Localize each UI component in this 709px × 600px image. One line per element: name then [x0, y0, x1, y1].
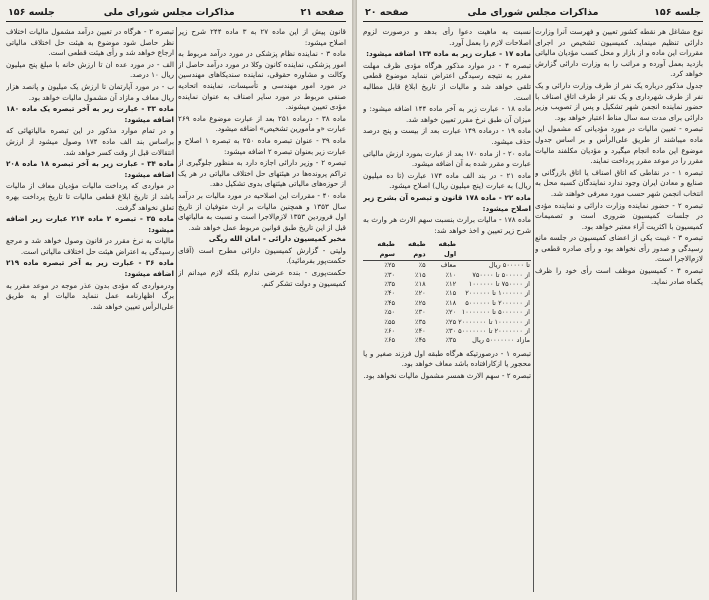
table-cell: ٪۱۵ — [445, 289, 457, 298]
table-row — [363, 318, 531, 327]
table-cell: ٪۱۰ — [445, 270, 457, 279]
table-cell: مازاد ۵۰۰۰۰۰۰۰ ریال — [472, 336, 530, 345]
article-heading: ماده ۳۵ - تبصره ۲ ماده ۲۱۴ عبارت زیر اضافه میشود: — [6, 214, 174, 234]
left-page — [0, 0, 352, 600]
table-cell: ٪۲۵ — [415, 298, 426, 307]
table-row — [363, 280, 531, 289]
table-header-cell: طبقه سوم — [363, 239, 396, 260]
table-cell: معاف — [440, 261, 457, 270]
article-heading: ماده ۳۶ - عبارت زیر به آخر تبصره ماده ۲۱۹ اضافه میشود: — [6, 258, 174, 279]
article-heading: ماده ۱۷ - عبارت زیر به ماده ۱۳۴ اضافه میشود: — [366, 49, 531, 59]
table-row — [363, 336, 531, 345]
table-cell: ٪۳۰ — [445, 326, 457, 335]
table-cell: از ۷۵۰۰۰۰ تا ۱۰۰۰۰۰۰ — [468, 279, 530, 288]
table-row — [363, 261, 531, 271]
paragraph: ولیتی - گزارش کمیسیون دارائی مطرح است (آقای حکمت‌پور بفرمائید). — [178, 245, 346, 266]
column-divider — [533, 27, 534, 592]
page-number: صفحه ۲۰ — [365, 7, 409, 18]
paragraph: ماده ۱۸ - عبارت زیر به آخر ماده ۱۴۴ اضافه میشود: و میزان آن طبق نرخ مقرر تعیین خواهد شد. — [363, 104, 531, 124]
table-cell: ٪۶۰ — [384, 326, 396, 335]
table-cell: ٪۳۵ — [384, 279, 396, 288]
table-row — [363, 327, 531, 336]
right-page — [357, 0, 709, 600]
table-cell: ٪۵ — [418, 261, 426, 270]
page-number: صفحه ۲۱ — [300, 7, 344, 18]
paragraph: تبصره ۴ - کمیسیون موظف است رأی خود را ظرف یکماه صادر نماید. — [535, 266, 703, 286]
paragraph: ماده ۲۰ - از ماده ۱۷۰ بعد از عبارت بمورد ارزش مالیاتی عبارت و مقرر شده به آن اضافه میشود. — [363, 148, 531, 169]
table-cell: ٪۳۰ — [415, 308, 426, 317]
paragraph: الف - در مورد عده ان تا ارزش خانه با مبلغ پنج میلیون ریال ۱۰ درصد. — [6, 59, 174, 80]
table-cell: ٪۲۵ — [384, 261, 396, 270]
page-header — [6, 4, 346, 22]
table-cell: ٪۳۵ — [415, 317, 426, 326]
paragraph: تبصره ۲ - سهم الارث همسر مشمول مالیات نخواهد بود. — [363, 370, 531, 380]
journal-title: مذاکرات مجلس شورای ملی — [467, 7, 599, 18]
paragraph: در مواردی که پرداخت مالیات مؤدیان معاف از مالیات باشد از تاریخ ابلاغ قطعی مالیات تا تاریخ پرداخت بهره تعلق نخواهد گرفت. — [6, 181, 174, 212]
paragraph: ماده ۱۷۸ - مالیات برارث بنسبت سهم الارث هر وارث به شرح زیر تعیین و اخذ خواهد شد: — [363, 215, 531, 235]
table-cell: از ۵۰۰۰۰۰۰ تا ۱۰۰۰۰۰۰۰ — [461, 308, 530, 317]
table-cell: ٪۲۰ — [415, 289, 426, 298]
table-header-cell: طبقه دوم — [396, 239, 427, 260]
signature-line: مخبر کمیسیون دارائی - امان الله ریگی — [208, 234, 346, 244]
paragraph: حکمت‌پوری - بنده عرضی ندارم بلکه لازم میدانم از کمیسیون و دولت تشکر کنم. — [178, 268, 346, 288]
table-header-row — [363, 239, 531, 260]
table-cell: ٪۱۵ — [415, 270, 426, 279]
table-cell: ٪۴۵ — [384, 298, 396, 307]
table-row — [363, 308, 531, 317]
table-cell: ٪۲۵ — [445, 317, 457, 326]
session-number: جلسه ۱۵۶ — [8, 7, 55, 18]
inheritance-tax-table — [363, 239, 531, 345]
table-cell: ٪۵۵ — [384, 317, 396, 326]
table-cell: از ۵۰۰۰۰۰ تا ۷۵۰۰۰۰ — [472, 270, 530, 279]
table-cell: ٪۴۰ — [415, 326, 426, 335]
article-heading: ماده ۳۴ - عبارت زیر به آخر تبصره ۱۸ ماده ۲۰۸ اضافه میشود: — [6, 159, 174, 179]
paragraph: قانون پیش از این ماده ۲۷ به ۳ ماده ۲۴۴ شرح زیر اصلاح میشود: — [178, 27, 346, 47]
table-cell: تا ۵۰۰۰۰۰ ریال — [488, 261, 530, 270]
table-cell: از ۱۰۰۰۰۰۰ تا ۲۰۰۰۰۰۰ — [465, 289, 530, 298]
journal-title: مذاکرات مجلس شورای ملی — [103, 7, 235, 18]
paragraph: ماده ۳۹ - عنوان تبصره ماده ۲۵۰ به تبصره ۱ اصلاح و عبارت زیر بعنوان تبصره ۲ اضافه میشود: — [178, 135, 346, 156]
table-cell: ٪۳۵ — [445, 336, 457, 345]
text-column-left — [363, 27, 531, 594]
paragraph: ماده ۲۱ - در بند الف ماده ۱۷۴ عبارت (تا ده میلیون ریال) به عبارت (پنج میلیون ریال) اصلاح میشود. — [363, 170, 531, 191]
text-column-right — [535, 27, 703, 594]
paragraph: ماده ۳۸ - درماده ۲۵۱ بعد از عبارت موضوع ماده ۲۶۹ عبارت «و مأمورین تشخیص» اضافه میشود. — [178, 113, 346, 134]
paragraph: تبصره ۱ - درصورتیکه هرگاه طبقه اول فرزند صغیر و یا محجور یا ازکارافتاده باشد معاف خواهد بود. — [363, 348, 531, 369]
table-cell: ٪۱۸ — [415, 279, 426, 288]
paragraph: تبصره ۴ - در موارد مذکور هرگاه مؤدی ظرف مهلت مقرر به نتیجه رسیدگی اعتراض ننماید موضوع قطعی تلقی خواهد شد و مالیات از تاریخ ابلاغ قابل مطالبه است. — [363, 60, 531, 102]
table-cell: ٪۲۰ — [445, 308, 457, 317]
table-cell: ٪۵۰ — [384, 308, 396, 317]
paragraph: تبصره ۲ - حضور نماینده وزارت دارائی و نماینده مؤدی در جلسات کمیسیون ضروری است و تصمیمات کمیسیون با اکثریت آراء معتبر خواهد بود. — [535, 200, 703, 231]
paragraph: تبصره - تعیین مالیات در مورد مؤدیانی که مشمول این ماده میباشند از طریق علی‌الرأس و بر اساس جدول موضوع این ماده انجام میگیرد و مؤدیان مکلفند مالیات مقرر را در موعد مقرر پرداخت نمایند. — [535, 124, 703, 166]
table-cell: از ۱۰۰۰۰۰۰۰ تا ۲۰۰۰۰۰۰۰ — [458, 317, 530, 326]
table-cell: ٪۴۰ — [384, 289, 396, 298]
paragraph: تبصره ۲ - وزیر دارائی اجازه دارد به منظور جلوگیری از تراکم پرونده‌ها در هیئتهای حل اختلاف مالیاتی در هر یک از حوزه‌های مالیاتی هیئتهای بدوی تشکیل دهد. — [178, 158, 346, 189]
paragraph: جدول مذکور درباره یک نفر از طرف وزارت دارائی و یک نفر از طرف شهرداری و یک نفر از طرف اتاق اصناف با حضور نماینده انجمن شهر تشکیل و پس از تصویب وزیر دارائی برای مدت سه سال مناط اعتبار خواهد بود. — [535, 80, 703, 122]
table-cell: از ۲۰۰۰۰۰۰ تا ۵۰۰۰۰۰۰ — [465, 298, 530, 307]
text-column-right — [178, 27, 346, 594]
table-cell: از ۲۰۰۰۰۰۰۰ تا ۵۰۰۰۰۰۰۰ — [458, 326, 530, 335]
table-cell: ٪۱۲ — [445, 279, 457, 288]
table-cell: ٪۶۵ — [384, 336, 396, 345]
paragraph: ماده ۱۹ - درماده ۱۴۹ عبارت بعد از بیست و پنج درصد حذف میشود. — [363, 126, 531, 146]
table-cell: ٪۳۰ — [384, 270, 396, 279]
article-heading: ماده ۲۲ - ماده ۱۷۸ قانون و تبصره آن بشرح زیر اصلاح میشود: — [363, 192, 531, 213]
table-row — [363, 289, 531, 298]
table-cell: ٪۱۸ — [445, 298, 457, 307]
paragraph: نوع مشاغل هر نقطه کشور تعیین و فهرست آنرا وزارت دارائی تنظیم مینماید. کمیسیون تشخیص در اجرای مقررات این ماده و از بازار و محل کسب مؤدیان مالیاتی بازدید بعمل آورده و مراتب را به وزارت دارائی گزارش خواهد کرد. — [535, 27, 703, 79]
table-row — [363, 299, 531, 308]
text-column-left — [6, 27, 174, 594]
paragraph: ماده ۳ - نماینده نظام پزشکی در مورد درآمد مربوط به امور پزشکی، نماینده کانون وکلا در مورد درآمد حاصل از وکالت و مشاوره حقوقی، نماینده سندیکاهای مهندسین در مورد امور مهندسی و تأسیسات، نماینده اتحادیه صنفی مربوط در مورد سایر اصناف به عنوان نماینده مؤدی تعیین میشوند. — [178, 49, 346, 112]
column-divider — [176, 27, 177, 592]
paragraph: تبصره ۲ - هرگاه در تعیین درآمد مشمول مالیات اختلاف نظر حاصل شود موضوع به هیئت حل اختلاف مالیاتی ارجاع خواهد شد و رأی هیئت قطعی است. — [6, 27, 174, 58]
paragraph: تبصره ۱ - در نقاطی که اتاق اصناف یا اتاق بازرگانی و صنایع و معادن ایران وجود ندارد نمایندگان کسبه محل به انتخاب انجمن شهر حسب مورد معرفی خواهند شد. — [535, 167, 703, 198]
table-body — [363, 261, 531, 346]
table-header-cell: طبقه اول — [427, 239, 457, 260]
table-cell: ٪۴۵ — [415, 336, 426, 345]
paragraph: ودرمواردی که مؤدی بدون عذر موجه در موعد مقرر به برگ اظهارنامه عمل ننماید مالیات او به طریق علی‌الرأس تعیین خواهد شد. — [6, 280, 174, 311]
paragraph: و در تمام موارد مذکور در این تبصره مالیاتهائی که براساس بند الف ماده ۱۷۴ وصول میشود از ارزش انتقالات قبل از وقت کسر خواهد شد. — [6, 126, 174, 157]
paragraph: ماده ۴۰ - مقررات این اصلاحیه در مورد مالیات بر درآمد سال ۱۳۵۳ و همچنین مالیات بر ارث متوفیان از تاریخ اول فروردین ۱۳۵۳ لازم‌الاجرا است و نسبت به مالیاتهای قبل از این تاریخ طبق قوانین مربوط عمل خواهد شد. — [178, 190, 346, 232]
table-row — [363, 271, 531, 280]
article-heading: ماده ۳۳ - عبارت زیر به آخر تبصره یک ماده ۱۸۰ اضافه میشود: — [6, 104, 174, 124]
session-number: جلسه ۱۵۶ — [654, 7, 701, 18]
page-header — [363, 4, 703, 22]
paragraph: تبصره ۳ - غیبت یکی از اعضای کمیسیون در جلسه مانع رسیدگی و صدور رأی نخواهد بود و رأی صادره قطعی و لازم‌الاجرا است. — [535, 233, 703, 264]
paragraph: ب - در مورد آپارتمان تا ارزش یک میلیون و پانصد هزار ریال معاف و مازاد آن مشمول مالیات خواهد بود. — [6, 81, 174, 102]
paragraph: نسبت به ماهیت دعوا رأی بدهد و درصورت لزوم اصلاحات لازم را بعمل آورد. — [363, 27, 531, 47]
paragraph: مالیات به نرخ مقرر در قانون وصول خواهد شد و مرجع رسیدگی به اعتراض هیئت حل اختلاف مالیاتی است. — [6, 236, 174, 256]
